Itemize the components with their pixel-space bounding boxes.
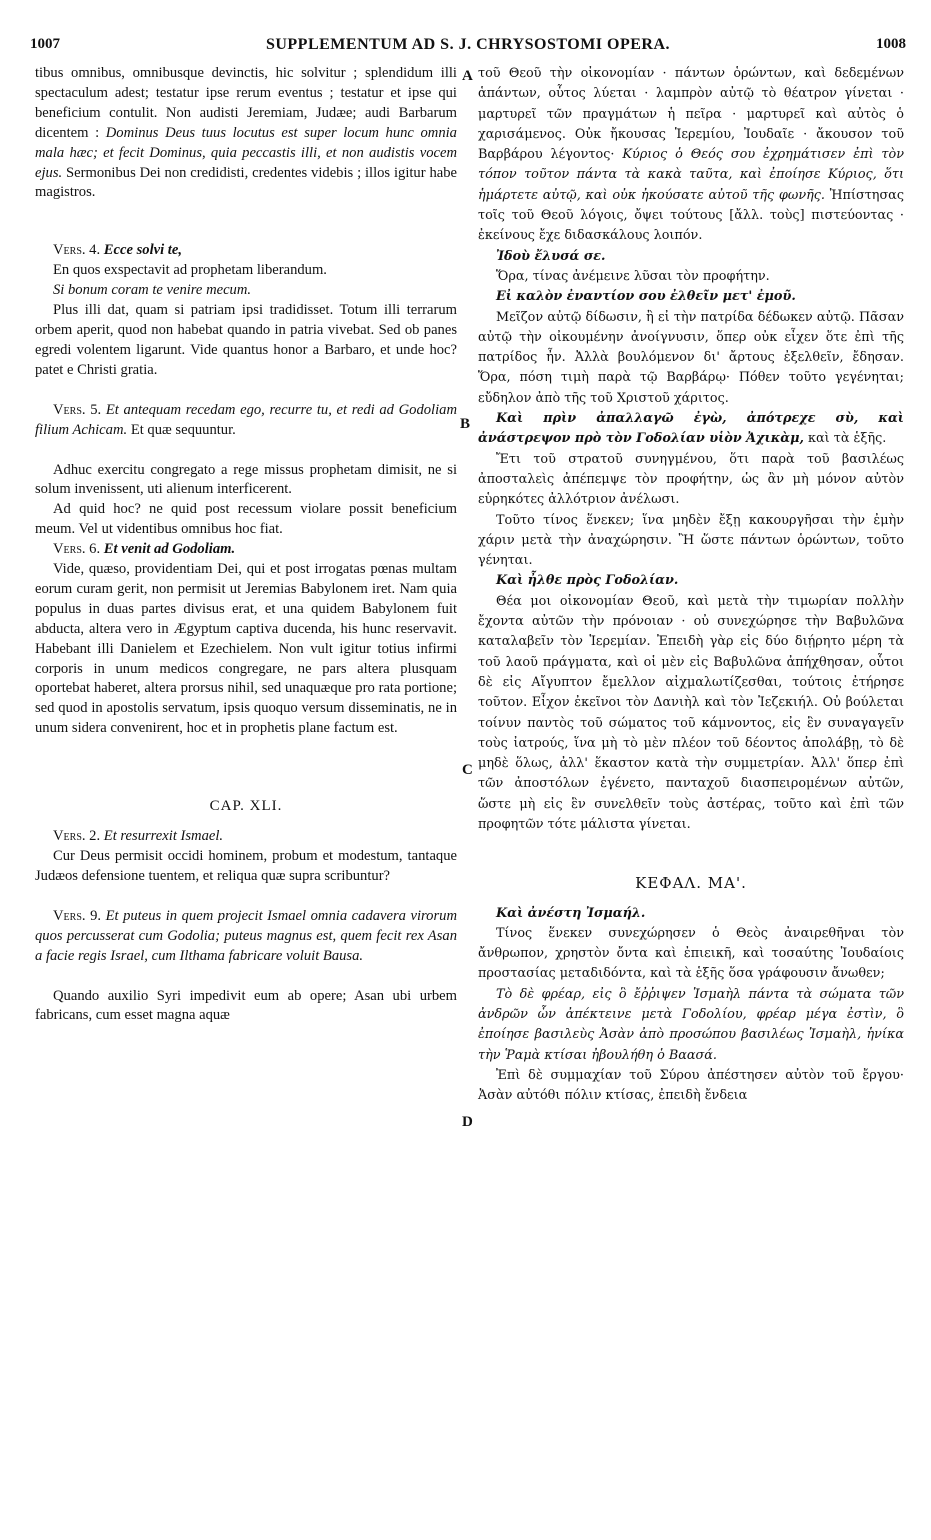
- latin-verse-2: Vers. 2. Et resurrexit Ismael.: [53, 828, 224, 845]
- greek-verse-2: Καὶ ἀνέστη Ἰσμαήλ.: [496, 905, 646, 921]
- latin-chapter-heading: CAP. XLI.: [209, 798, 283, 815]
- greek-column: [478, 64, 904, 1107]
- latin-paragraph: Vide, quæso, providentiam Dei, qui et post irrogatas pœnas multam eorum curam gerit, non permisit ut Jeremias Babylonem iret. Nam quia populus in duas partes divisus erat, et una quidem Babylonem fuit abducta, altera vero in Ægyptum captiva ducenda, his hunc reservavit. Habebant illi Danielem et Ezechielem. Non vult igitur totius infirmi corporis in unum medicos congregare, ne pars altera plusquam oportebat haberet, altera prorsus nihil, sed unaquæque pro rata portione; sed quod in apostolis servatum, ipsis quoquo versum disseminatis, ne in unum sidera convenirent, hoc et in prophetis plane factum est.: [35, 561, 457, 737]
- greek-verse-4: Ἰδοὺ ἔλυσά σε.: [496, 248, 606, 264]
- greek-paragraph: Ἐπὶ δὲ συμμαχίαν τοῦ Σύρου ἀπέστησεν αὐτὸν τοῦ ἔργου· Ἀσὰν αὐτόθι πόλιν κτίσας, ἐπειδὴ ἔνδεια: [478, 1067, 904, 1104]
- greek-verse-6: Καὶ ἦλθε πρὸς Γοδολίαν.: [496, 573, 679, 589]
- greek-paragraph: τοῦ Θεοῦ τὴν οἰκονομίαν · πάντων ὁρώντων, καὶ δεδεμένων ἁπάντων, οὗτος λύεται · λαμπρὸν αὐτῷ τὸ θέατρον γίνεται · μαρτυρεῖ τῶν πραγμάτων ἡ πεῖρα · μαρτυρεῖ καὶ αὐτὸς ὁ χαρισάμενος. Οὐκ ἤκουσας Ἱερεμίου, Ἰουδαῖε · ἄκουσον τοῦ Βαρβάρου λέγοντος· Κύριος ὁ Θεός σου ἐχρημάτισεν ἐπὶ τὸν τόπον τοῦτον πάντα τὰ κακὰ ταῦτα, καὶ ἐποίησε Κύριος, ὅτι ἡμάρτετε αὐτῷ, καὶ οὐκ ἠκούσατε αὐτοῦ τῆς φωνῆς. Ἠπίστησας τοῖς τοῦ Θεοῦ λόγοις, ὄψει τούτους [ἄλλ. τοὺς] πιστεύοντας · ἐκείνους ἔχε διδασκάλους λοιπόν.: [478, 66, 905, 244]
- page-header: [30, 36, 906, 60]
- greek-chapter-heading: ΚΕΦΑΛ. ΜΑ'.: [635, 874, 747, 893]
- latin-verse-5: Vers. 5. Et antequam recedam ego, recurre tu, et redi ad Godoliam filium Achicam. Et quæ sequuntur.: [35, 401, 458, 438]
- greek-verse-line: Ὅρα, τίνας ἀνέμεινε λῦσαι τὸν προφήτην.: [496, 268, 770, 284]
- latin-paragraph: Ad quid hoc? ne quid post recessum violare possit beneficium meum. Vel ut videntibus omnibus hoc fiat.: [35, 501, 457, 538]
- margin-marker-d: D: [462, 1114, 473, 1130]
- margin-marker-c: C: [462, 762, 473, 778]
- latin-verse-6: Vers. 6. Et venit ad Godoliam.: [53, 541, 236, 558]
- latin-verse-line: En quos exspectavit ad prophetam liberandum.: [53, 262, 327, 279]
- margin-marker-b: B: [460, 416, 471, 432]
- greek-paragraph: Τοῦτο τίνος ἕνεκεν; ἵνα μηδὲν ἔξῃ κακουργῆσαι τὴν ἐμὴν χάριν μετὰ τὴν ἀναχώρησιν. Ἢ ὥστε πάντων ὁρώντων, τοῦτο γένηται.: [478, 512, 904, 569]
- latin-paragraph: Adhuc exercitu congregato a rege missus prophetam dimisit, ne si solum invenissent, uti alienum interficerent.: [35, 461, 457, 498]
- latin-column: [35, 64, 457, 1026]
- greek-verse-5: Καὶ πρὶν ἀπαλλαγῶ ἐγὼ, ἀπότρεχε σὺ, καὶ ἀνάστρεψον πρὸ τὸν Γοδολίαν υἱὸν Ἀχικὰμ, καὶ τὰ ἑξῆς.: [478, 411, 904, 447]
- running-title: SUPPLEMENTUM AD S. J. CHRYSOSTOMI OPERA.: [265, 36, 671, 53]
- greek-verse-9: Τὸ δὲ φρέαρ, εἰς ὃ ἔῤῥιψεν Ἰσμαὴλ πάντα τὰ σώματα τῶν ἀνδρῶν ὧν ἀπέκτεινε μετὰ Γοδολίου, φρέαρ μέγα ἐστὶν, ὃ ἐποίησε βασιλεὺς Ἀσὰν ἀπὸ προσώπου βασιλέως Ἰσμαὴλ, ἡνίκα τὴν Ῥαμὰ κτίσαι ἠβουλήθη ὁ Βαασά.: [478, 986, 904, 1063]
- greek-paragraph: Ἔτι τοῦ στρατοῦ συνηγμένου, ὅτι παρὰ τοῦ βασιλέως ἀποσταλεὶς ἀπέπεμψε τὸν προφήτην, ὡς ἂν μὴ μόνον αὐτὸν εὑρηκότες ἀλλότριον ἀνέλωσι.: [478, 451, 904, 508]
- left-page-number: 1007: [30, 36, 60, 52]
- greek-paragraph: Τίνος ἕνεκεν συνεχώρησεν ὁ Θεὸς ἀναιρεθῆναι τὸν ἄνθρωπον, χρηστὸν ὄντα καὶ ἐπιεικῆ, καὶ τοσαύτης Ἰουδαίοις προστασίας μεταδιδόντα, καὶ τὰ ἑξῆς ὅσα γράφουσιν ἄνωθεν;: [478, 925, 904, 982]
- greek-paragraph: Θέα μοι οἰκονομίαν Θεοῦ, καὶ μετὰ τὴν τιμωρίαν πολλὴν ἔχοντα αὐτῶν τὴν πρόνοιαν · οὐ συνεχώρησε τὴν Βαβυλῶνα καταλαβεῖν τὸν Ἱερεμίαν. Ἐπειδὴ γὰρ εἰς δύο διῄρητο μέρη τὰ τοῦ λαοῦ πράγματα, καὶ οἱ μὲν εἰς Βαβυλῶνα ἀπήχθησαν, οὗτοι δὲ εἰς Αἴγυπτον ἔμελλον αἰχμαλωτίζεσθαι, τούτοις ἐτήρησε τοῦτον. Εἶχον ἐκεῖνοι τὸν Δανιὴλ καὶ τὸν Ἰεζεκιήλ. Οὐ βούλεται τοίνυν παντὸς τοῦ σώματος τοῦ κάμνοντος, εἰς ἓν συναγαγεῖν τοὺς ἰατρούς, ἵνα μὴ τὸ μὲν πλέον τοῦ δέοντος ἀπολάβῃ, τὸ δὲ μηδὲ ὅλως, ἀλλ' ἕκαστον κατὰ τὴν συμμετρίαν. Ἀλλ' ὅπερ ἐπὶ τῶν ἀποστόλων ἐγένετο, πανταχοῦ διασπειρομένων αὐτῶν, ὥστε μὴ εἰς ἓν συνελθεῖν τοὺς ἀστέρας, τοῦτο καὶ ἐπὶ τῶν προφητῶν τότε μάλιστα γίνεται.: [478, 593, 904, 832]
- latin-paragraph: Quando auxilio Syri impedivit eum ab opere; Asan ubi urbem fabricans, cum esset magna aquæ: [35, 987, 457, 1024]
- margin-marker-a: A: [462, 68, 473, 84]
- right-page-number: 1008: [876, 36, 906, 52]
- latin-paragraph: Cur Deus permisit occidi hominem, probum et modestum, tantaque Judæos defensione tuentem, et reliqua quæ supra scribuntur?: [35, 848, 457, 884]
- latin-verse-4: Vers. 4. Ecce solvi te,: [53, 242, 182, 259]
- latin-paragraph: tibus omnibus, omnibusque devinctis, hic solvitur ; splendidum illi spectaculum adest; testatur ipse rerum eventus ; testatur et ipse qui beneficium contulit. Non audisti Jeremiam, Judæe; audi Barbarum dicentem : Dominus Deus tuus locutus est super locum hunc omnia mala hæc; et fecit Dominus, quia peccastis illi, et non audistis vocem ejus. Sermonibus Dei non credidisti, credentes videbis ; illos igitur habe magistros.: [35, 65, 457, 201]
- greek-paragraph: Μεῖζον αὐτῷ δίδωσιν, ἢ εἰ τὴν πατρίδα δέδωκεν αὐτῷ. Πᾶσαν αὐτῷ τὴν οἰκουμένην ἀνοίγνυσιν, ὅπερ οὐκ εἶχεν ὅτε ἐπὶ τῆς πατρίδος ἦν. Ἀλλὰ βουλόμενον δι' ἄρτους ἐξελθεῖν, ἔδησαν. Ὅρα, πόση τιμὴ παρὰ τῷ Βαρβάρῳ· Πόθεν τοῦτο γεγένηται; εὔδηλον ἀπὸ τῆς τοῦ Χριστοῦ χάριτος.: [478, 309, 904, 406]
- latin-paragraph: Plus illi dat, quam si patriam ipsi tradidisset. Totum illi terrarum orbem aperit, quod non habebat quando in patria vivebat. Sed ob panes egredi volentem ligarunt. Vide quantus honor a Barbaro, et unde hoc? patet e Christi gratia.: [35, 302, 457, 378]
- latin-verse-9: Vers. 9. Et puteus in quem projecit Ismael omnia cadavera virorum quos percusserat cum Godolia; puteus magnus est, quem fecit rex Asan a facie regis Israel, cum Ilthama fabricare voluit Bausa.: [35, 907, 457, 964]
- greek-verse-line: Εἰ καλὸν ἐναντίον σου ἐλθεῖν μετ' ἐμοῦ.: [496, 289, 796, 305]
- latin-verse-line: Si bonum coram te venire mecum.: [53, 282, 252, 299]
